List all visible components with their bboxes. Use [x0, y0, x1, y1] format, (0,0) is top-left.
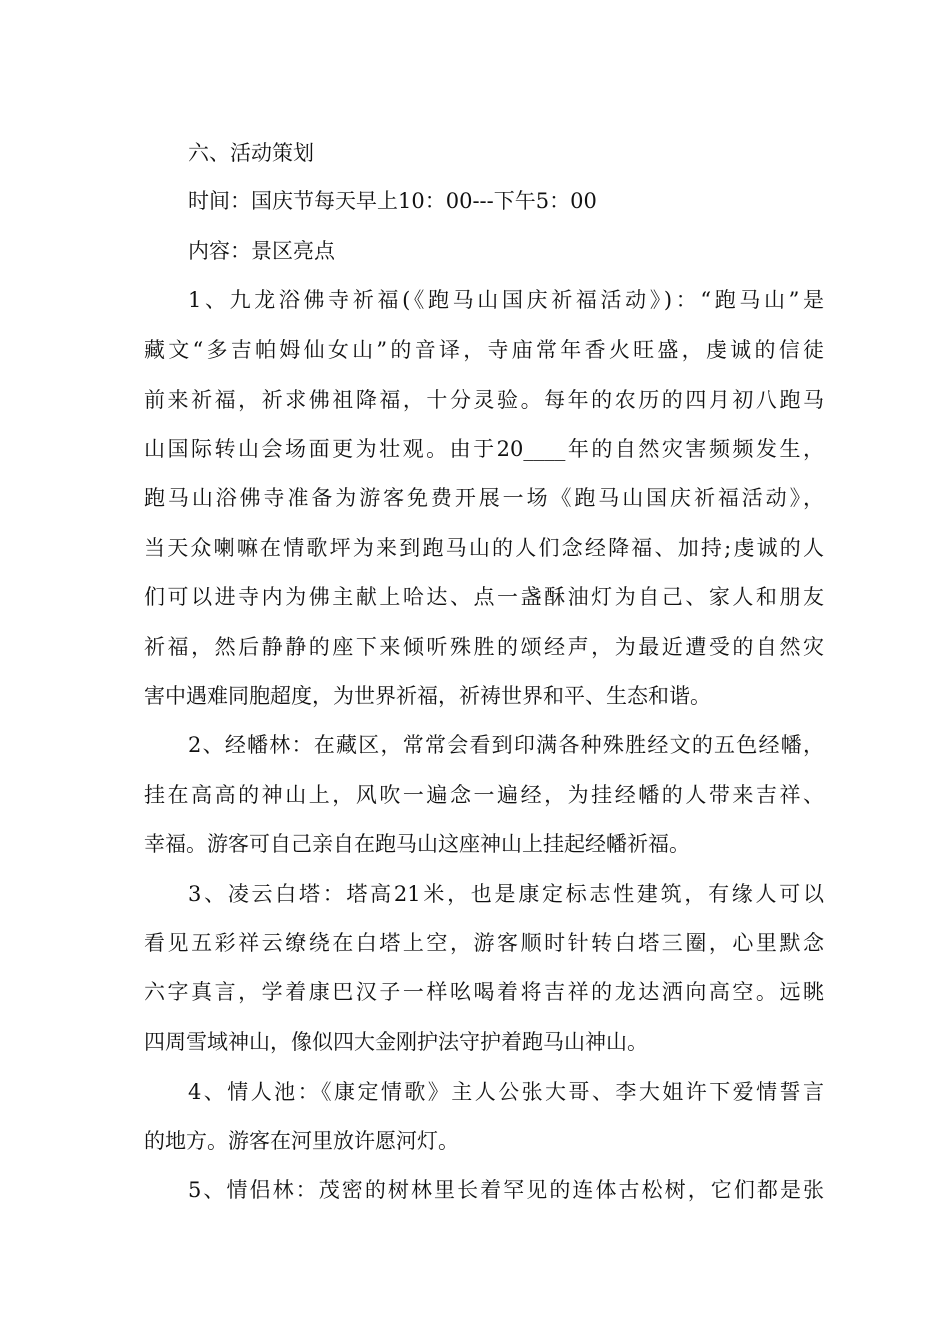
- paragraph-line: 的地方。游客在河里放许愿河灯。: [144, 1129, 459, 1153]
- paragraph-line: 藏文“多吉帕姆仙女山”的音译，寺庙常年香火旺盛，虔诚的信徒: [144, 338, 824, 362]
- paragraph-line: 前来祈福，祈求佛祖降福，十分灵验。每年的农历的四月初八跑马: [144, 388, 824, 412]
- paragraph-line: 3、凌云白塔：塔高21米，也是康定标志性建筑，有缘人可以: [188, 882, 824, 906]
- paragraph-line: 六字真言，学着康巴汉子一样吆喝着将吉祥的龙达洒向高空。远眺: [144, 980, 824, 1004]
- paragraph-line: 们可以进寺内为佛主献上哈达、点一盏酥油灯为自己、家人和朋友: [144, 585, 824, 609]
- paragraph-line: 祈福，然后静静的座下来倾听殊胜的颂经声，为最近遭受的自然灾: [144, 635, 824, 659]
- paragraph-line: 山国际转山会场面更为壮观。由于20____年的自然灾害频频发生，: [144, 437, 824, 461]
- paragraph-line: 跑马山浴佛寺准备为游客免费开展一场《跑马山国庆祈福活动》，: [144, 486, 824, 510]
- paragraph-line: 挂在高高的神山上，风吹一遍念一遍经，为挂经幡的人带来吉祥、: [144, 783, 824, 807]
- paragraph-line: 1、九龙浴佛寺祈福(《跑马山国庆祈福活动》)：“跑马山”是: [188, 288, 824, 312]
- paragraph-line: 幸福。游客可自己亲自在跑马山这座神山上挂起经幡祈福。: [144, 832, 690, 856]
- paragraph-line: 看见五彩祥云缭绕在白塔上空，游客顺时针转白塔三圈，心里默念: [144, 931, 824, 955]
- content-label: 内容：景区亮点: [188, 239, 335, 263]
- section-heading: 六、活动策划: [188, 141, 314, 165]
- activity-time: 时间：国庆节每天早上10：00---下午5：00: [188, 189, 597, 213]
- paragraph-line: 5、情侣林：茂密的树林里长着罕见的连体古松树，它们都是张: [188, 1178, 824, 1202]
- paragraph-line: 害中遇难同胞超度，为世界祈福，祈祷世界和平、生态和谐。: [144, 684, 711, 708]
- paragraph-line: 四周雪域神山，像似四大金刚护法守护着跑马山神山。: [144, 1030, 648, 1054]
- paragraph-line: 2、经幡林：在藏区，常常会看到印满各种殊胜经文的五色经幡，: [188, 733, 824, 757]
- paragraph-line: 当天众喇嘛在情歌坪为来到跑马山的人们念经降福、加持;虔诚的人: [144, 536, 824, 560]
- paragraph-line: 4、情人池：《康定情歌》主人公张大哥、李大姐许下爱情誓言: [188, 1080, 824, 1104]
